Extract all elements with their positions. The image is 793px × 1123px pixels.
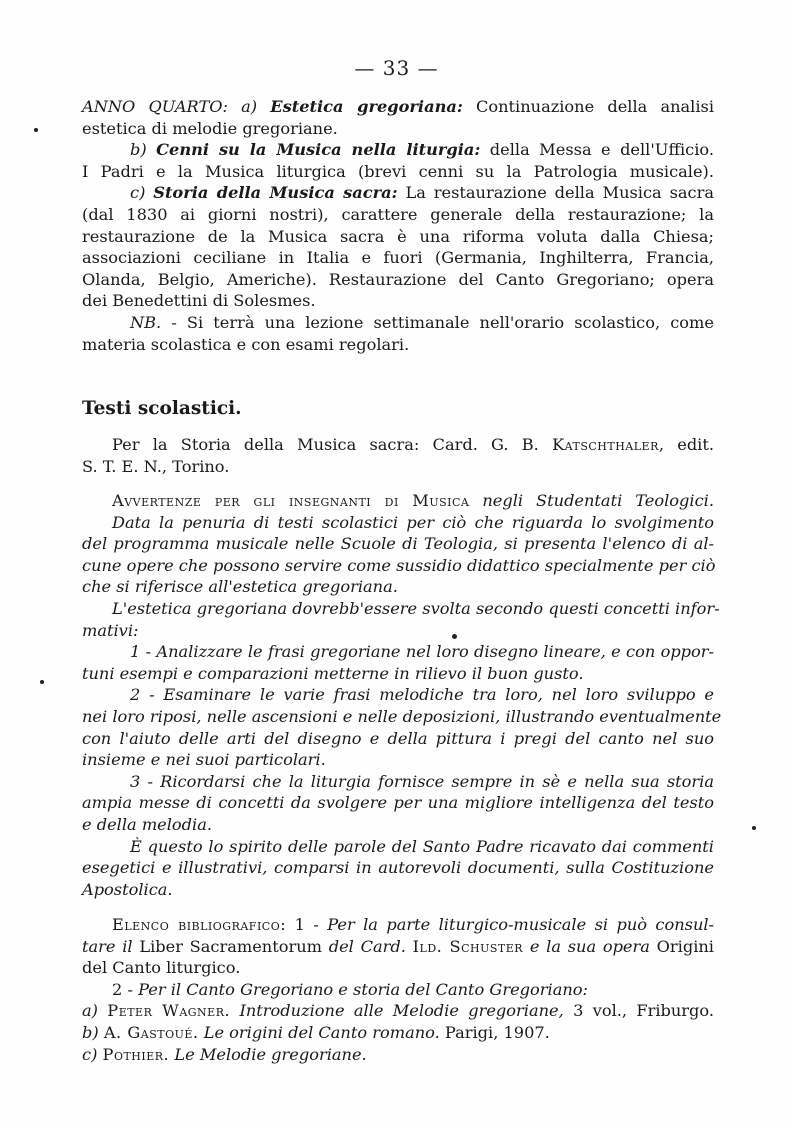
item-letter: c)	[130, 183, 146, 203]
book-title: Le Melodie gregoriane.	[174, 1044, 367, 1064]
author-name: Peter Wagner.	[107, 1001, 231, 1021]
text-fragment: 1 -	[294, 915, 319, 934]
anno-quarto-section	[82, 96, 714, 355]
text-line: insieme e nei suoi particolari.	[82, 750, 326, 770]
book-title: Introduzione alle Melodie gregoriane,	[239, 1001, 564, 1021]
item-letter: c)	[82, 1044, 98, 1064]
text-line: Data la penuria di testi scolastici per ciò che riguarda lo svolgimento	[112, 512, 714, 532]
text-line: 2 - Esaminare le varie frasi melodiche tra loro, nel loro sviluppo e	[130, 685, 714, 705]
text-line	[82, 96, 714, 118]
text-line: associazioni ceciliane in Italia e fuori (Germania, Inghilterra, Francia,	[82, 248, 714, 268]
text-line: mativi:	[82, 620, 139, 640]
text-line	[82, 490, 714, 512]
text-line: 1 - Analizzare le frasi gregoriane nel loro disegno lineare, e con oppor-	[130, 642, 714, 662]
text-line: È questo lo spirito delle parole del Santo Padre ricavato dai commenti	[130, 836, 714, 856]
text-fragment: Per il Canto Gregoriano e storia del Canto Gregoriano:	[138, 979, 588, 999]
section-heading: Testi scolastici.	[82, 398, 242, 419]
book-title: Le origini del Canto romano.	[203, 1022, 440, 1042]
text-fragment: e la sua opera	[529, 936, 650, 956]
nb-label: NB.	[130, 312, 162, 332]
topic-title: Estetica gregoriana:	[270, 97, 463, 116]
book-title: Liber Sacramentorum	[139, 936, 322, 956]
text-line: I Padri e la Musica liturgica (brevi cenni su la Patrologia musicale).	[82, 161, 714, 181]
author-name: Katschthaler	[552, 435, 659, 454]
author-name: Ild. Schuster	[412, 936, 524, 956]
scan-speck	[34, 128, 38, 132]
item-letter: b)	[130, 140, 147, 160]
text-line: 3 - Ricordarsi che la liturgia fornisce sempre in sè e nella sua storia	[130, 771, 714, 791]
text-line	[82, 434, 714, 456]
avvertenze-section	[82, 490, 722, 900]
text-line: esegetici e illustrativi, comparsi in autorevoli documenti, sulla Costituzione	[82, 858, 714, 878]
text-line	[82, 312, 714, 334]
text-line: dei Benedettini di Solesmes.	[82, 291, 316, 311]
text-line: materia scolastica e con esami regolari.	[82, 334, 410, 354]
bibliography-entry	[82, 1044, 714, 1066]
item-letter: a)	[82, 1001, 98, 1021]
text-fragment: 3 vol., Friburgo.	[573, 1001, 715, 1021]
text-fragment: Per la parte liturgico-musicale si può consul-	[327, 915, 715, 934]
text-fragment: Per la Storia della Musica sacra: Card. G. B.	[112, 435, 539, 454]
scan-speck	[452, 634, 457, 639]
bibliography-entry	[82, 1022, 714, 1044]
book-title: Origini	[656, 936, 714, 956]
text-line: (dal 1830 ai giorni nostri), carattere generale della restaurazione; la	[82, 204, 714, 224]
text-fragment: negli Studentati Teologici.	[482, 491, 714, 510]
text-fragment: 2 -	[112, 979, 133, 999]
text-line	[82, 979, 714, 1001]
text-line: e della melodia.	[82, 814, 213, 834]
text-line: estetica di melodie gregoriane.	[82, 118, 338, 138]
text-line: cune opere che possono servire come sussidio didattico specialmente per ciò	[82, 555, 716, 575]
author-name: A. Gastoué.	[103, 1022, 199, 1042]
elenco-section	[82, 914, 714, 1065]
text-line: nei loro riposi, nelle ascensioni e nelle deposizioni, illustrando eventualmente	[82, 706, 722, 726]
page-number: — 33 —	[354, 56, 439, 80]
text-line: restaurazione de la Musica sacra è una riforma voluta dalla Chiesa;	[82, 226, 714, 246]
anno-label: ANNO QUARTO:	[82, 97, 228, 116]
text-line: ampia messe di concetti da svolgere per una migliore intelligenza del testo	[82, 793, 714, 813]
text-fragment: Parigi, 1907.	[444, 1022, 550, 1042]
text-fragment: , edit.	[658, 435, 715, 454]
text-fragment: La restaurazione della Musica sacra	[405, 183, 714, 203]
text-line: del Canto liturgico.	[82, 958, 241, 978]
text-line: del programma musicale nelle Scuole di Teologia, si presenta l'elenco di al-	[82, 534, 714, 554]
text-line: tuni esempi e comparazioni metterne in rilievo il buon gusto.	[82, 663, 584, 683]
text-line	[82, 936, 714, 958]
topic-title: Cenni su la Musica nella liturgia:	[156, 140, 481, 160]
text-fragment: della Messa e dell'Ufficio.	[489, 140, 714, 160]
author-name: Pothier.	[102, 1044, 170, 1064]
scan-speck	[40, 680, 44, 684]
text-line: Olanda, Belgio, Americhe). Restaurazione del Canto Gregoriano; opera	[82, 269, 714, 289]
text-line	[82, 182, 714, 204]
testi-section	[82, 434, 714, 477]
text-fragment: - Si terrà una lezione settimanale nell'orario scolastico, come	[171, 312, 714, 332]
subsection-title: Elenco bibliografico:	[112, 915, 287, 934]
text-line: che si riferisce all'estetica gregoriana.	[82, 577, 398, 597]
text-fragment: tare il	[82, 936, 133, 956]
scan-speck	[752, 826, 756, 830]
text-line: S. T. E. N., Torino.	[82, 456, 230, 476]
subsection-title: Avvertenze per gli insegnanti di Musica	[112, 491, 470, 510]
text-fragment: Continuazione della analisi	[475, 97, 715, 116]
text-fragment: del Card.	[328, 936, 406, 956]
item-letter: a)	[241, 97, 258, 116]
text-line: L'estetica gregoriana dovrebb'essere svolta secondo questi concetti infor-	[112, 598, 720, 618]
topic-title: Storia della Musica sacra:	[153, 183, 398, 203]
bibliography-entry	[82, 1000, 714, 1022]
text-line: Apostolica.	[82, 879, 173, 899]
text-line: con l'aiuto delle arti del disegno e della pittura i pregi del canto nel suo	[82, 728, 714, 748]
text-line	[82, 139, 714, 161]
item-letter: b)	[82, 1022, 99, 1042]
text-line	[82, 914, 714, 936]
